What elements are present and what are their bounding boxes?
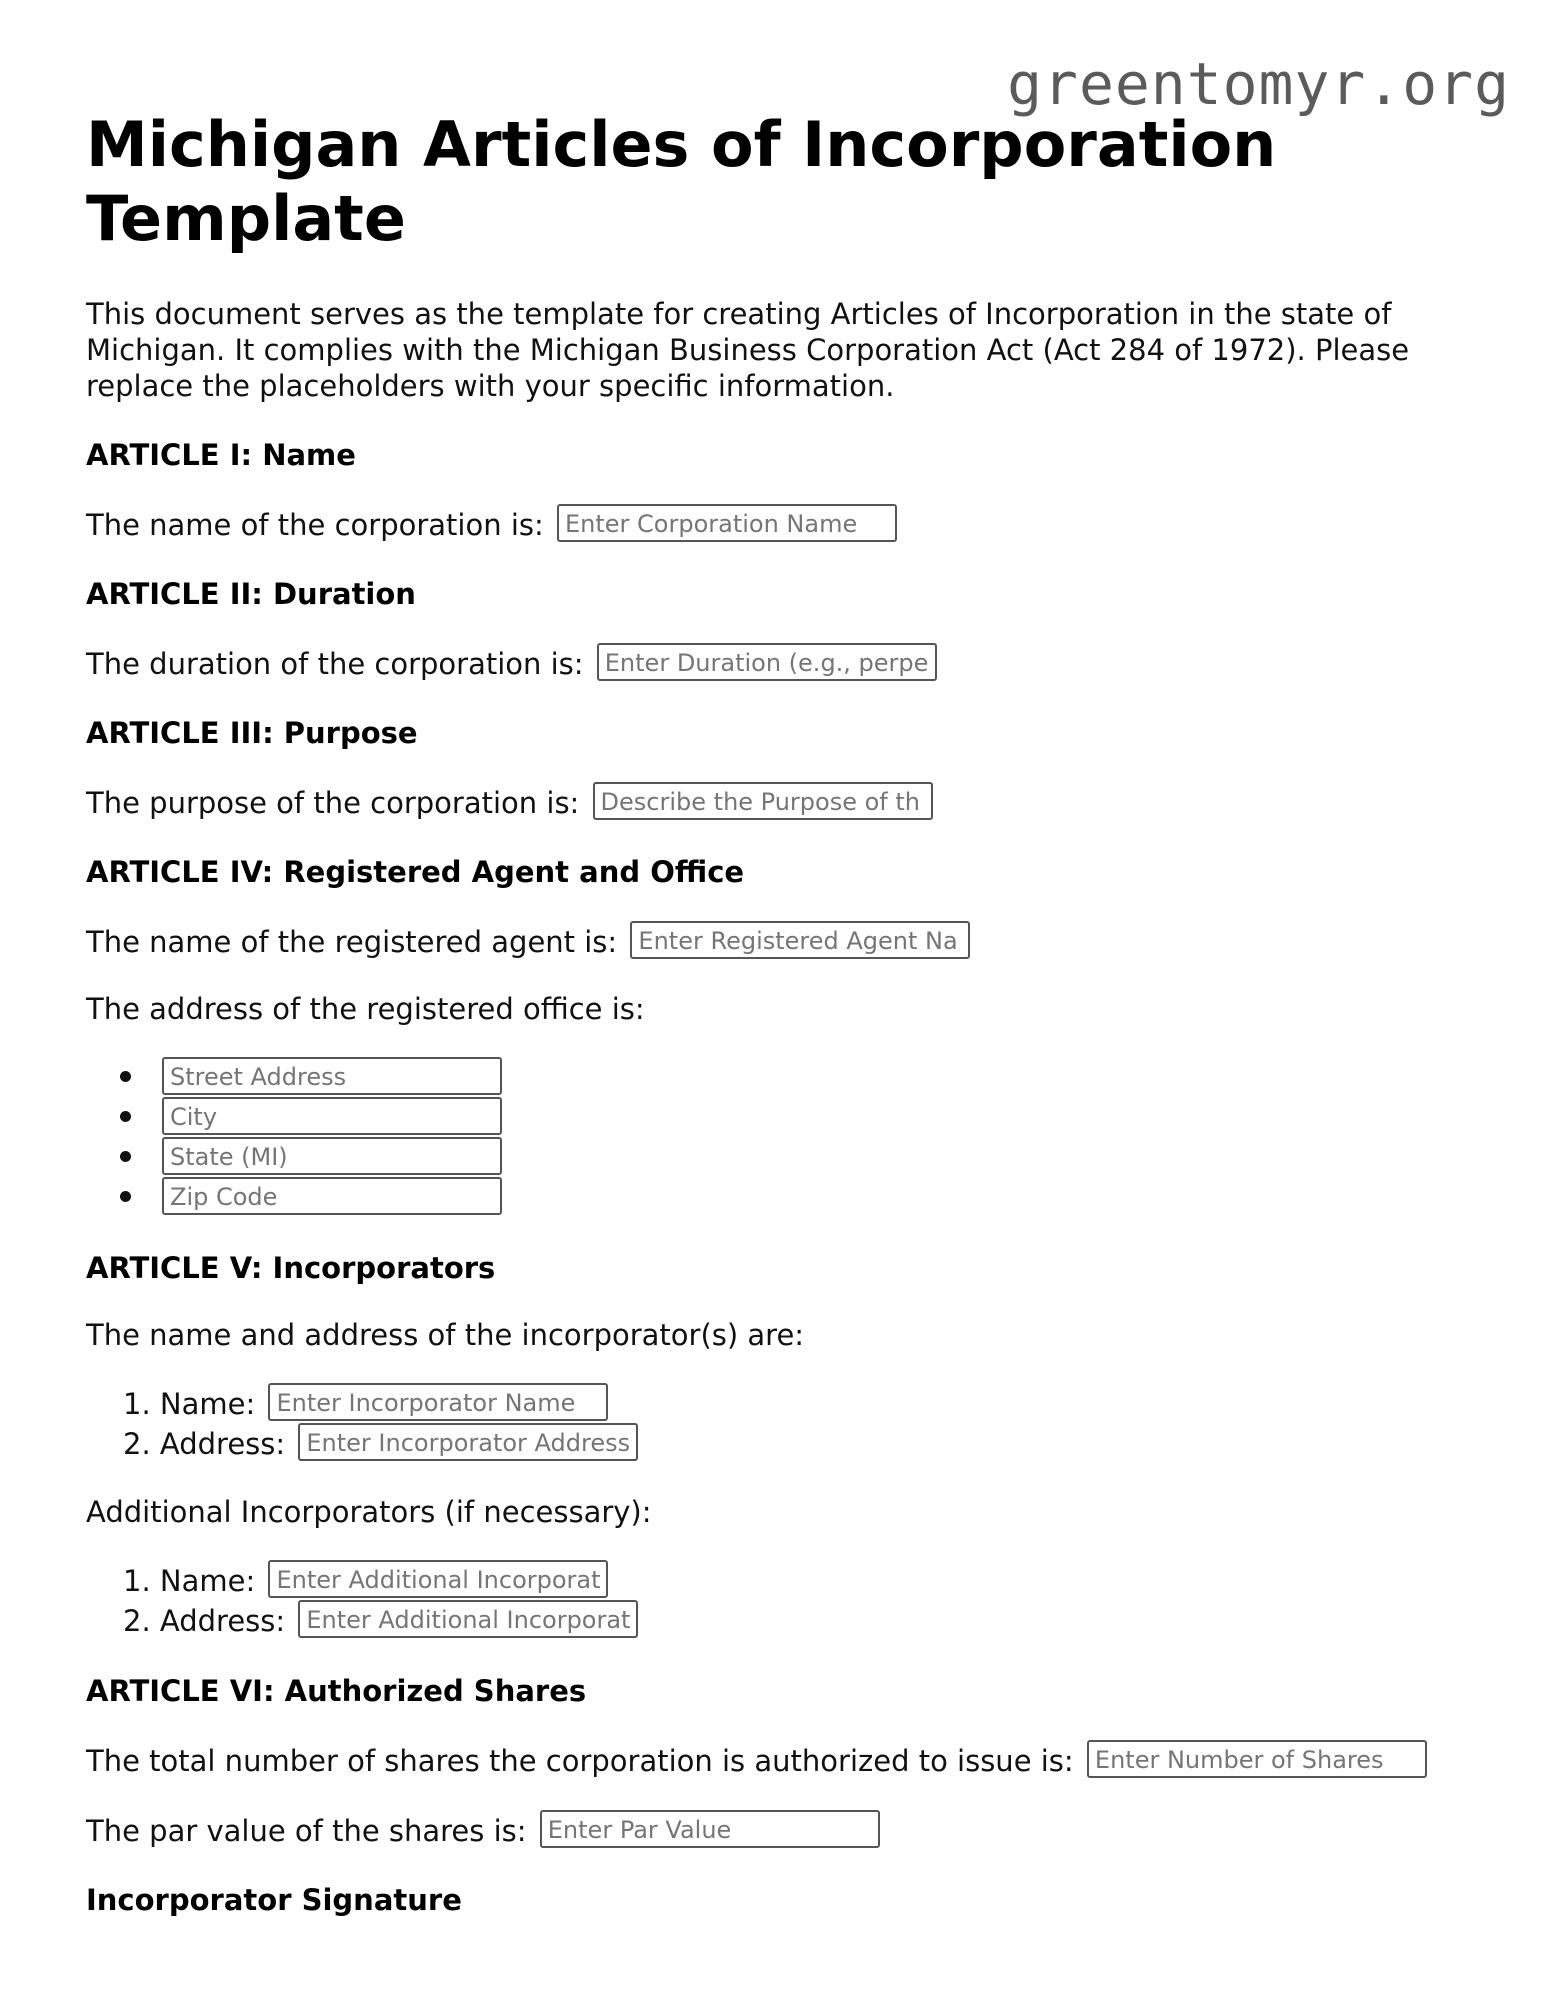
corporation-name-input[interactable]: Enter Corporation Name [557, 504, 897, 542]
incorporator-address-label: 2. Address: [123, 1427, 286, 1461]
authorized-shares-input[interactable]: Enter Number of Shares [1087, 1740, 1427, 1778]
city-input[interactable]: City [162, 1097, 502, 1135]
article-3-line [86, 782, 1486, 821]
article-3-heading: ARTICLE III: Purpose [86, 716, 418, 750]
authorized-shares-label: The total number of shares the corporation is authorized to issue is: [86, 1744, 1074, 1778]
corporation-name-label: The name of the corporation is: [86, 508, 544, 542]
additional-incorporators-label: Additional Incorporators (if necessary): [86, 1495, 652, 1529]
list-item [162, 1137, 1486, 1177]
intro-paragraph: This document serves as the template for creating Articles of Incorporation in the state of Michigan. It complies with the Michigan Business Corporation Act (Act 284 of 1972). Please replace the placeholders with your specific information. [86, 297, 1410, 403]
incorporator-list [86, 1383, 1486, 1463]
list-item [86, 1383, 1486, 1423]
state-input[interactable]: State (MI) [162, 1137, 502, 1175]
list-item [86, 1560, 1486, 1600]
registered-agent-label: The name of the registered agent is: [86, 925, 618, 959]
list-item [162, 1177, 1486, 1217]
incorporators-label: The name and address of the incorporator(s) are: [86, 1318, 805, 1352]
duration-input[interactable]: Enter Duration (e.g., perpe [597, 643, 937, 681]
purpose-input[interactable]: Describe the Purpose of th [593, 782, 933, 820]
registered-office-address-list [86, 1057, 1486, 1217]
incorporator-name-label: 1. Name: [123, 1387, 256, 1421]
page-title: Michigan Articles of Incorporation Template [86, 108, 1277, 255]
par-value-line [86, 1810, 1486, 1849]
article-5-heading: ARTICLE V: Incorporators [86, 1251, 496, 1285]
registered-agent-input[interactable]: Enter Registered Agent Na [630, 921, 970, 959]
article-1-line [86, 504, 1486, 543]
article-4-heading: ARTICLE IV: Registered Agent and Office [86, 855, 745, 889]
additional-incorporator-name-input[interactable]: Enter Additional Incorporat [268, 1560, 608, 1598]
document-body [86, 108, 1486, 1918]
article-6-heading: ARTICLE VI: Authorized Shares [86, 1674, 587, 1708]
duration-label: The duration of the corporation is: [86, 647, 584, 681]
article-2-heading: ARTICLE II: Duration [86, 577, 416, 611]
street-address-input[interactable]: Street Address [162, 1057, 502, 1095]
article-2-line [86, 643, 1486, 682]
registered-office-label: The address of the registered office is: [86, 992, 645, 1026]
list-item [162, 1057, 1486, 1097]
purpose-label: The purpose of the corporation is: [86, 786, 580, 820]
zip-code-input[interactable]: Zip Code [162, 1177, 502, 1215]
signature-heading: Incorporator Signature [86, 1883, 462, 1917]
additional-incorporator-list [86, 1560, 1486, 1640]
additional-incorporator-address-input[interactable]: Enter Additional Incorporat [298, 1600, 638, 1638]
incorporator-name-input[interactable]: Enter Incorporator Name [268, 1383, 608, 1421]
par-value-input[interactable]: Enter Par Value [540, 1810, 880, 1848]
authorized-shares-line [86, 1740, 1486, 1779]
additional-incorporator-address-label: 2. Address: [123, 1604, 286, 1638]
additional-incorporator-name-label: 1. Name: [123, 1564, 256, 1598]
par-value-label: The par value of the shares is: [86, 1814, 527, 1848]
list-item [86, 1600, 1486, 1640]
incorporator-address-input[interactable]: Enter Incorporator Address [298, 1423, 638, 1461]
article-1-heading: ARTICLE I: Name [86, 438, 356, 472]
list-item [86, 1423, 1486, 1463]
list-item [162, 1097, 1486, 1137]
watermark: greentomyr.org [1007, 50, 1510, 118]
registered-agent-line [86, 921, 1486, 960]
